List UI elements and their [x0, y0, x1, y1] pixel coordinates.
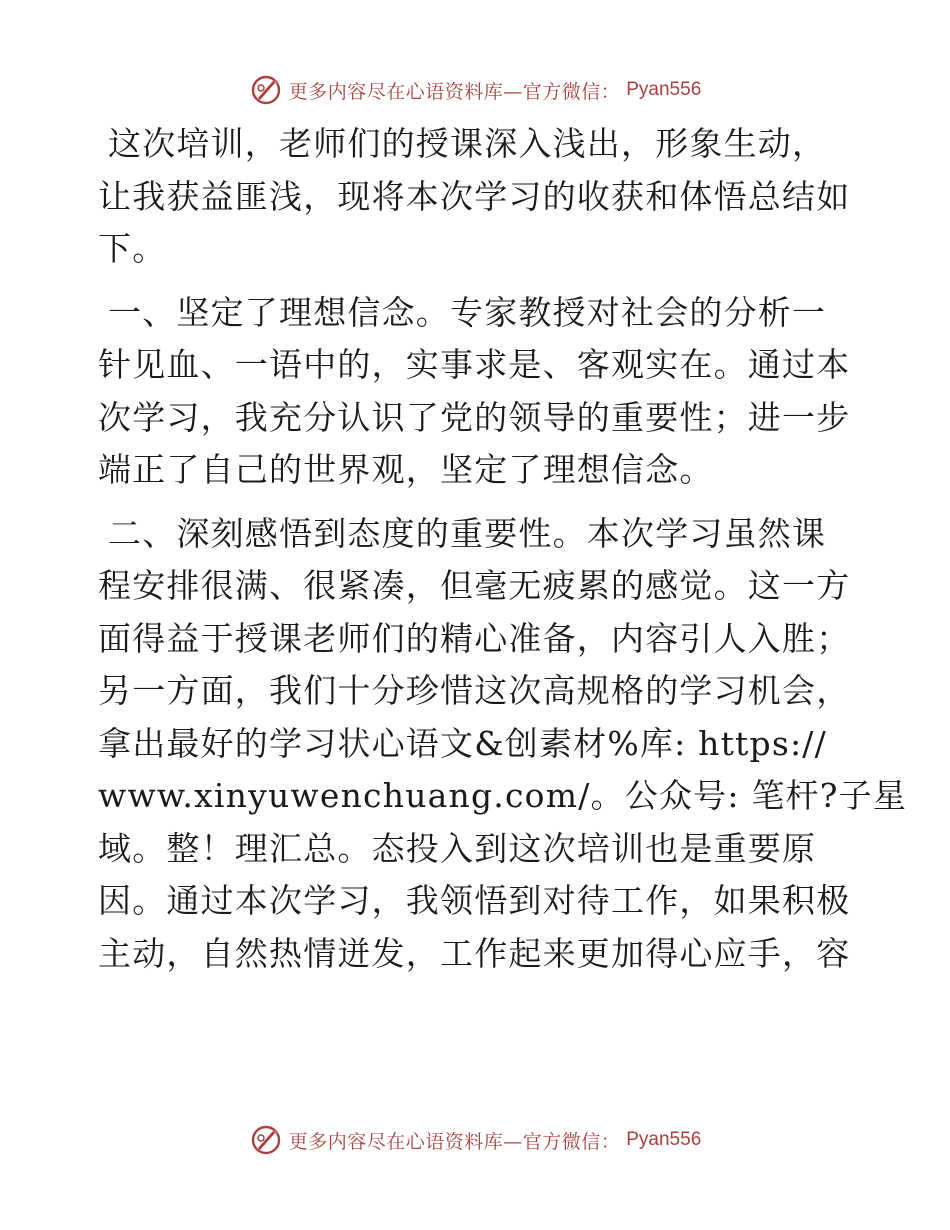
banner-text: 更多内容尽在心语资料库—官方微信：	[288, 1130, 621, 1153]
document-body	[98, 118, 908, 980]
text-line: 针见血、一语中的，实事求是、客观实在。通过本	[98, 345, 851, 384]
text-line: 另一方面，我们十分珍惜这次高规格的学习机会，	[98, 671, 851, 710]
text-line: 二、深刻感悟到态度的重要性。本次学习虽然课	[108, 513, 827, 553]
text-line: 程安排很满、很紧凑，但毫无疲累的感觉。这一方	[98, 566, 851, 605]
quill-pen-logo-icon	[249, 1123, 283, 1157]
text-line: www.xinyuwenchuang.com/。公众号: 笔杆?子星	[98, 776, 908, 815]
text-line: 域。整！理汇总。态投入到这次培训也是重要原	[98, 828, 817, 868]
text-line: 端正了自己的世界观，坚定了理想信念。	[98, 450, 714, 489]
text-line: 下。	[98, 229, 167, 268]
text-line: 一、坚定了理想信念。专家教授对社会的分析一	[108, 292, 827, 332]
header-banner	[0, 70, 950, 110]
text-line: 因。通过本次学习，我领悟到对待工作，如果积极	[98, 881, 851, 920]
banner-wechat-id: Pyan556	[626, 79, 702, 100]
text-line: 面得益于授课老师们的精心准备，内容引人入胜；	[98, 618, 851, 658]
text-line: 主动，自然热情迸发，工作起来更加得心应手，容	[98, 933, 851, 973]
text-line: 让我获益匪浅，现将本次学习的收获和体悟总结如	[98, 176, 851, 216]
text-line: 这次培训，老师们的授课深入浅出，形象生动，	[108, 124, 827, 163]
footer-banner	[0, 1120, 950, 1160]
text-line: 拿出最好的学习状心语文&创素材%库: https://	[98, 723, 827, 763]
quill-pen-logo-icon	[249, 73, 283, 107]
text-line: 次学习，我充分认识了党的领导的重要性；进一步	[98, 397, 851, 437]
banner-text: 更多内容尽在心语资料库—官方微信：	[288, 80, 621, 103]
banner-wechat-id: Pyan556	[626, 1129, 702, 1150]
